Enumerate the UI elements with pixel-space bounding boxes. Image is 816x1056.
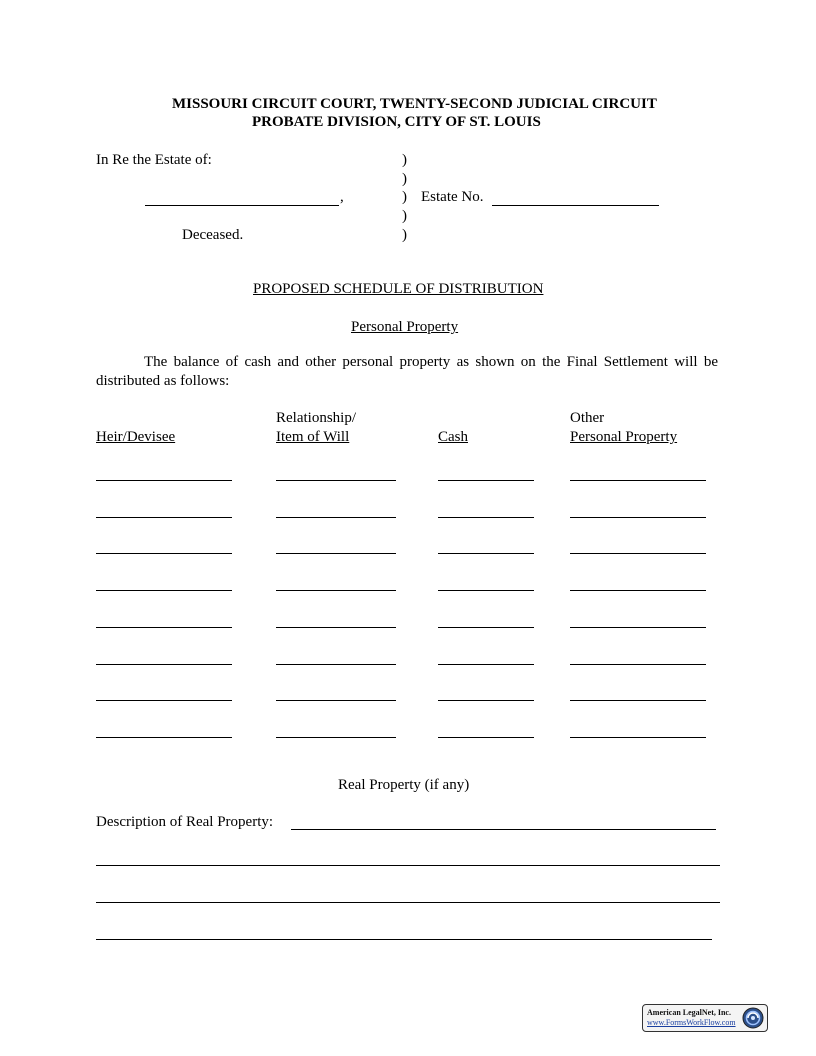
relationship-field[interactable] — [276, 553, 396, 554]
estate-no-label: Estate No. — [421, 189, 484, 205]
heir-devisee-field[interactable] — [96, 664, 232, 665]
cash-field[interactable] — [438, 517, 534, 518]
col-other-bottom: Personal Property — [570, 429, 678, 445]
real-property-heading: Real Property (if any) — [338, 777, 470, 793]
other-property-field[interactable] — [570, 517, 706, 518]
distribution-intro: The balance of cash and other personal property as shown on the Final Settlement will be distributed as follows: — [96, 354, 718, 389]
col-relationship-top: Relationship/ — [276, 410, 356, 426]
col-heir-devisee: Heir/Devisee — [96, 429, 176, 445]
other-property-field[interactable] — [570, 700, 706, 701]
other-property-field[interactable] — [570, 590, 706, 591]
court-title-line1: MISSOURI CIRCUIT COURT, TWENTY-SECOND JUDICIAL CIRCUIT — [172, 96, 657, 112]
relationship-field[interactable] — [276, 664, 396, 665]
other-property-field[interactable] — [570, 480, 706, 481]
american-legalnet-logo[interactable] — [642, 1004, 768, 1032]
relationship-field[interactable] — [276, 517, 396, 518]
estate-name-field[interactable] — [145, 205, 339, 206]
caption-paren: ) — [402, 152, 407, 168]
relationship-field[interactable] — [276, 737, 396, 738]
other-property-field[interactable] — [570, 737, 706, 738]
heir-devisee-field[interactable] — [96, 517, 232, 518]
personal-property-heading: Personal Property — [351, 319, 459, 335]
real-property-description-line[interactable] — [96, 902, 720, 903]
document-title: PROPOSED SCHEDULE OF DISTRIBUTION — [253, 281, 544, 297]
caption-paren: ) — [402, 227, 407, 243]
logo-website-link[interactable]: www.FormsWorkFlow.com — [647, 1018, 736, 1027]
caption-paren: ) — [402, 171, 407, 187]
cash-field[interactable] — [438, 590, 534, 591]
other-property-field[interactable] — [570, 627, 706, 628]
cash-field[interactable] — [438, 737, 534, 738]
relationship-field[interactable] — [276, 627, 396, 628]
col-other-top: Other — [570, 410, 605, 426]
heir-devisee-field[interactable] — [96, 627, 232, 628]
in-re-label: In Re the Estate of: — [96, 152, 212, 168]
cash-field[interactable] — [438, 553, 534, 554]
logo-company-name: American LegalNet, Inc. — [647, 1008, 731, 1017]
cash-field[interactable] — [438, 664, 534, 665]
heir-devisee-field[interactable] — [96, 553, 232, 554]
heir-devisee-field[interactable] — [96, 737, 232, 738]
col-cash: Cash — [438, 429, 468, 445]
relationship-field[interactable] — [276, 480, 396, 481]
estate-name-comma: , — [340, 189, 344, 205]
court-title-line2: PROBATE DIVISION, CITY OF ST. LOUIS — [252, 114, 541, 130]
relationship-field[interactable] — [276, 700, 396, 701]
caption-paren: ) — [402, 208, 407, 224]
estate-no-field[interactable] — [492, 205, 659, 206]
heir-devisee-field[interactable] — [96, 700, 232, 701]
cash-field[interactable] — [438, 700, 534, 701]
cash-field[interactable] — [438, 627, 534, 628]
relationship-field[interactable] — [276, 590, 396, 591]
real-property-description-field[interactable] — [291, 829, 716, 830]
heir-devisee-field[interactable] — [96, 590, 232, 591]
real-property-description-label: Description of Real Property: — [96, 814, 274, 830]
globe-icon — [742, 1007, 764, 1029]
other-property-field[interactable] — [570, 664, 706, 665]
real-property-description-line[interactable] — [96, 865, 720, 866]
cash-field[interactable] — [438, 480, 534, 481]
deceased-label: Deceased. — [182, 227, 244, 243]
col-relationship-bottom: Item of Will — [276, 429, 350, 445]
other-property-field[interactable] — [570, 553, 706, 554]
real-property-description-line[interactable] — [96, 939, 712, 940]
heir-devisee-field[interactable] — [96, 480, 232, 481]
caption-paren: ) — [402, 189, 407, 205]
